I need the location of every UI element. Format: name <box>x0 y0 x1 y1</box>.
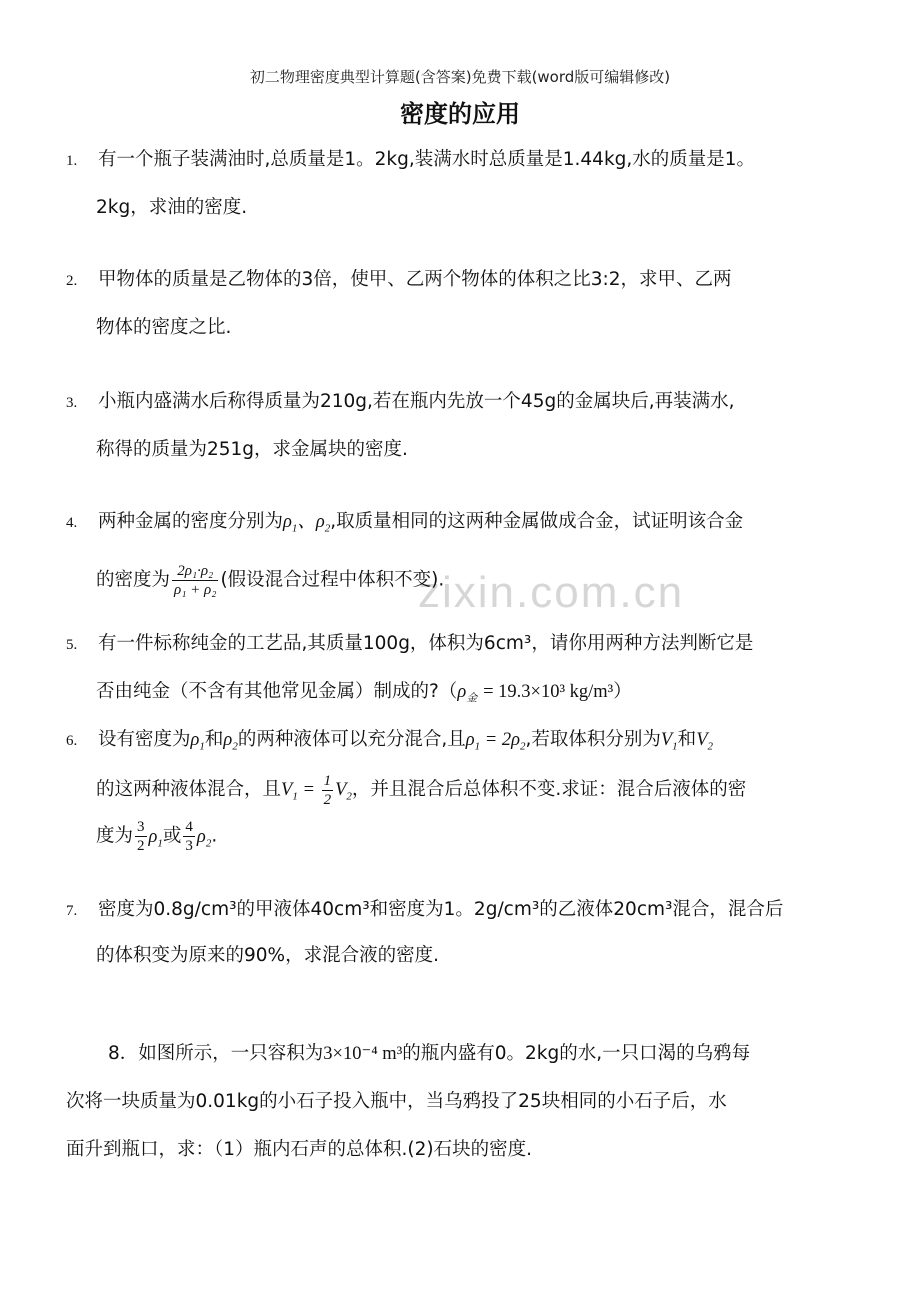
question-6-line-2: 的这两种液体混合，且$V_1$ = $\frac{1}{2}$ $V_2$，并且混合后总体积不变.求证：混合后液体的密 <box>96 773 747 808</box>
question-7-line-2: 的体积变为原来的90%，求混合液的密度. <box>96 945 440 966</box>
question-7-line-1: 7. 密度为0.8g/cm³的甲液体40cm³和密度为1。2g/cm³的乙液体20cm³混合，混合后 <box>66 896 783 925</box>
question-6-line-3: 度为 $\frac{3}{2}$ $\rho_1$或 $\frac{4}{3}$ $\rho_2$. <box>96 819 218 854</box>
document-header: 初二物理密度典型计算题(含答案)免费下载(word版可编辑修改) <box>249 68 671 86</box>
page-title: 密度的应用 <box>400 100 520 128</box>
question-2-number: 2. <box>66 273 78 289</box>
alloy-density-fraction: $\frac{\text{2ρ₁·ρ₂}}{\text{ρ₁ + ρ₂}}$ <box>174 563 217 598</box>
watermark: zixin.com.cn <box>418 568 685 617</box>
question-3-line-1: 3. 小瓶内盛满水后称得质量为210g,若在瓶内先放一个45g的金属块后,再装满水, <box>66 388 734 417</box>
question-1-line-2: 2kg，求油的密度. <box>96 197 248 218</box>
rho1-rho2-symbols: $\rho_1$、$\rho_2$ <box>283 512 331 535</box>
question-1-line-1: 1. 有一个瓶子装满油时,总质量是1。2kg,装满水时总质量是1.44kg,水的质量是1。 <box>66 146 755 175</box>
question-8-line-2: 次将一块质量为0.01kg的小石子投入瓶中，当乌鸦投了25块相同的小石子后，水 <box>66 1091 727 1112</box>
question-7-number: 7. <box>66 903 78 919</box>
volume-relation: $V_1$ = $\frac{1}{2}$ $V_2$ <box>281 773 352 808</box>
rho-relation: $\rho_1 = 2\rho_2$ <box>465 730 526 753</box>
rho-gold-symbol: $\rho_金$ <box>457 682 478 705</box>
question-8-line-1: 8．如图所示，一只容积为3×10⁻⁴ m³的瓶内盛有0。2kg的水,一只口渴的乌鸦每 <box>108 1043 751 1064</box>
question-5-number: 5. <box>66 637 78 653</box>
question-6-line-1: 6. 设有密度为$\rho_1$和$\rho_2$的两种液体可以充分混合,且$\rho_1 = 2\rho_2$,若取体积分别为$V_1$和$V_2$ <box>66 726 713 761</box>
question-5-line-2: 否由纯金（不含有其他常见金属）制成的$?(\rho_金 = 19.3\times 10^3$ kg/m³） <box>96 681 632 705</box>
question-2-line-1: 2. 甲物体的质量是乙物体的3倍，使甲、乙两个物体的体积之比3:2，求甲、乙两 <box>66 266 732 295</box>
question-6-number: 6. <box>66 733 78 749</box>
question-3-line-2: 称得的质量为251g，求金属块的密度. <box>96 439 408 460</box>
question-4-line-2: 的密度为 $\frac{\text{2ρ₁·ρ₂}}{\text{ρ₁ + ρ₂}}$ (假设混合过程中体积不变). <box>96 563 445 598</box>
question-2-line-2: 物体的密度之比. <box>96 317 232 338</box>
question-3-number: 3. <box>66 395 78 411</box>
question-4-number: 4. <box>66 515 78 531</box>
question-4-line-1: 4. 两种金属的密度分别为$\rho_1$、$\rho_2$,取质量相同的这两种金属做成合金，试证明该合金 <box>66 508 743 543</box>
question-1-number: 1. <box>66 153 78 169</box>
question-8-line-3: 面升到瓶口，求：（1）瓶内石声的总体积.(2)石块的密度. <box>66 1139 532 1160</box>
question-5-line-1: 5. 有一件标称纯金的工艺品,其质量100g，体积为6cm³，请你用两种方法判断它是 <box>66 630 753 659</box>
